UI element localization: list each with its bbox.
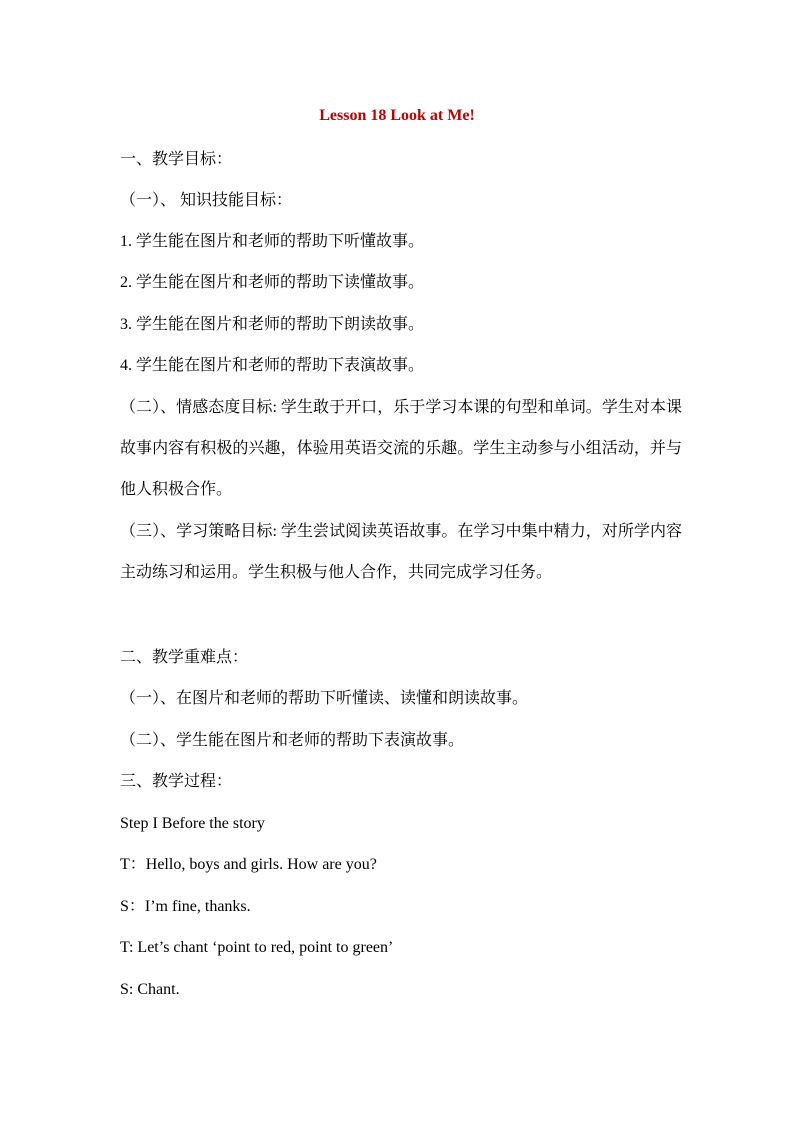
step-heading: Step I Before the story [120,815,265,832]
paragraph-learning-strategy: （三）、学习策略目标: 学生尝试阅读英语故事。在学习中集中精力，对所学内容主动练习和运用。学生积极与他人合作，共同完成学习任务。 [120,523,682,582]
key-point-1: （一）、在图片和老师的帮助下听懂读、读懂和朗读故事。 [120,690,529,707]
document-title: Lesson 18 Look at Me! [319,107,475,124]
subsection-knowledge-skills: （一）、 知识技能目标： [120,192,293,209]
section-teaching-objectives: 一、教学目标： [120,151,233,168]
dialogue-line-3: T: Let’s chant ‘point to red, point to green’ [120,939,394,956]
objective-item-2: 2. 学生能在图片和老师的帮助下读懂故事。 [120,274,425,291]
paragraph-emotional-goals: （二）、情感态度目标: 学生敢于开口，乐于学习本课的句型和单词。学生对本课故事内容有积极的兴趣，体验用英语交流的乐趣。学生主动参与小组活动，并与他人积极合作。 [120,399,682,499]
dialogue-line-2: S：I’m fine, thanks. [120,898,251,915]
key-point-2: （二）、学生能在图片和老师的帮助下表演故事。 [120,732,465,749]
objective-item-3: 3. 学生能在图片和老师的帮助下朗读故事。 [120,316,425,333]
section-teaching-process: 三、教学过程： [120,773,233,790]
objective-item-1: 1. 学生能在图片和老师的帮助下听懂故事。 [120,233,425,250]
objective-item-4: 4. 学生能在图片和老师的帮助下表演故事。 [120,357,425,374]
section-key-points: 二、教学重难点： [120,649,249,666]
dialogue-line-4: S: Chant. [120,981,180,998]
dialogue-line-1: T：Hello, boys and girls. How are you? [120,856,377,873]
